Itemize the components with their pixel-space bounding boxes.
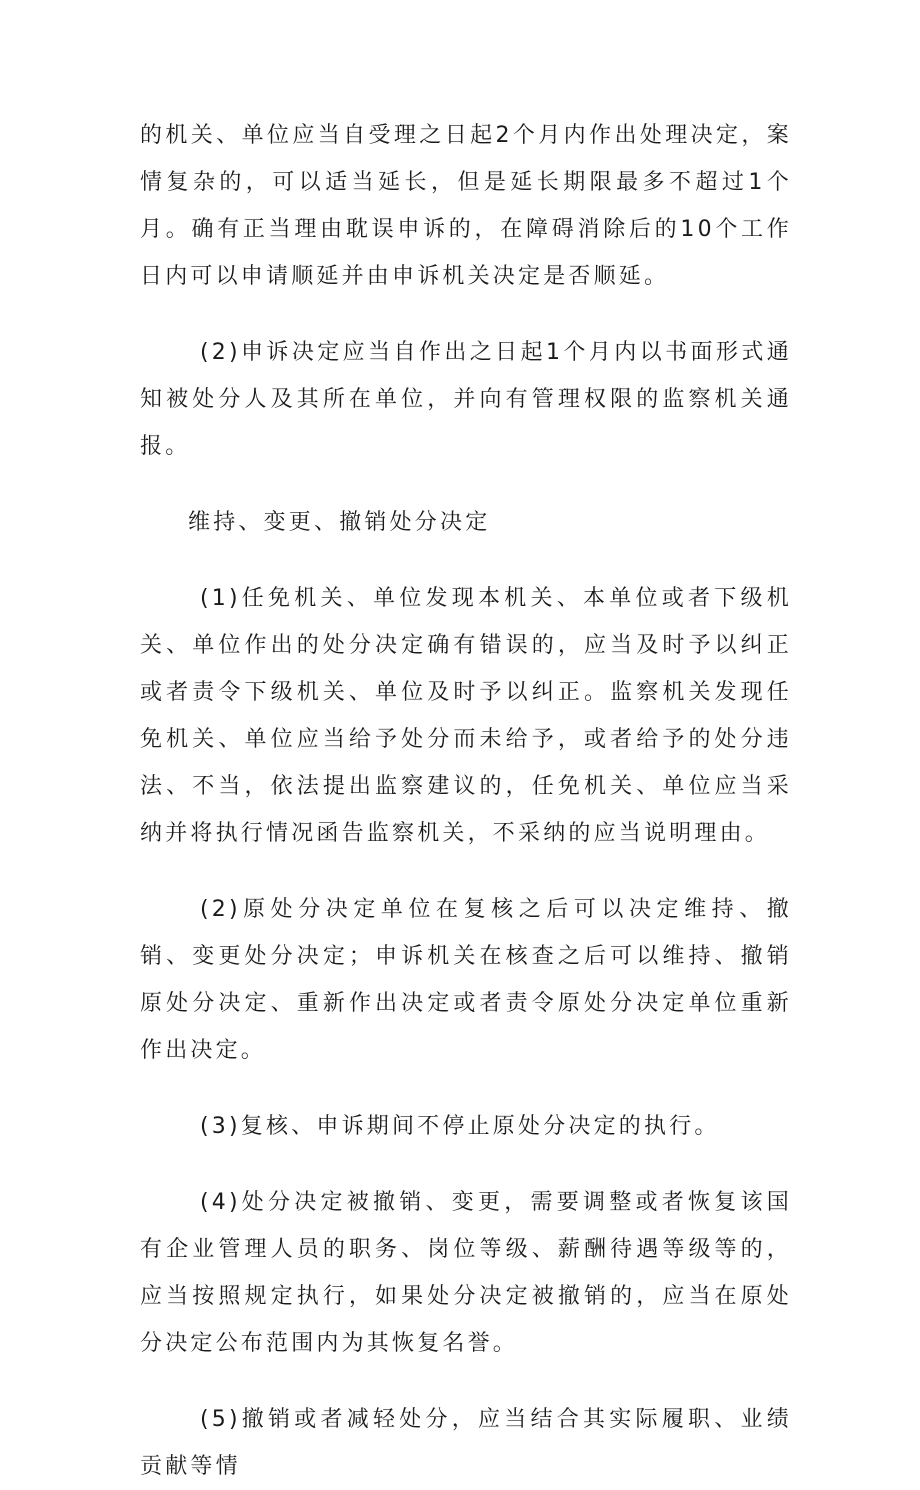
paragraph-item-3: (3)复核、申诉期间不停止原处分决定的执行。 [200,1114,720,1139]
paragraph-item-5: (5)撤销或者减轻处分，应当结合其实际履职、业绩贡献等情 [140,1407,792,1479]
paragraph-item-2: (2)原处分决定单位在复核之后可以决定维持、撤销、变更处分决定；申诉机关在核查之后可以维持、撤销原处分决定、重新作出决定或者责令原处分决定单位重新作出决定。 [140,897,792,1063]
paragraph-continued: 的机关、单位应当自受理之日起2个月内作出处理决定，案情复杂的，可以适当延长，但是延长期限最多不超过1个月。确有正当理由耽误申诉的，在障碍消除后的10个工作日内可以申请顺延并由申诉机关决定是否顺延。 [140,123,792,289]
paragraph-item-4: (4)处分决定被撤销、变更，需要调整或者恢复该国有企业管理人员的职务、岗位等级、薪酬待遇等级等的，应当按照规定执行，如果处分决定被撤销的，应当在原处分决定公布范围内为其恢复名誉。 [140,1190,792,1356]
paragraph-item-1: (1)任免机关、单位发现本机关、本单位或者下级机关、单位作出的处分决定确有错误的，应当及时予以纠正或者责令下级机关、单位及时予以纠正。监察机关发现任免机关、单位应当给予处分而未给予，或者给予的处分违法、不当，依法提出监察建议的，任免机关、单位应当采纳并将执行情况函告监察机关，不采纳的应当说明理由。 [140,586,792,846]
document-body [140,112,792,1490]
paragraph-appeal-decision-notice: (2)申诉决定应当自作出之日起1个月内以书面形式通知被处分人及其所在单位，并向有管理权限的监察机关通报。 [140,340,792,459]
section-heading: 维持、变更、撤销处分决定 [188,510,491,535]
